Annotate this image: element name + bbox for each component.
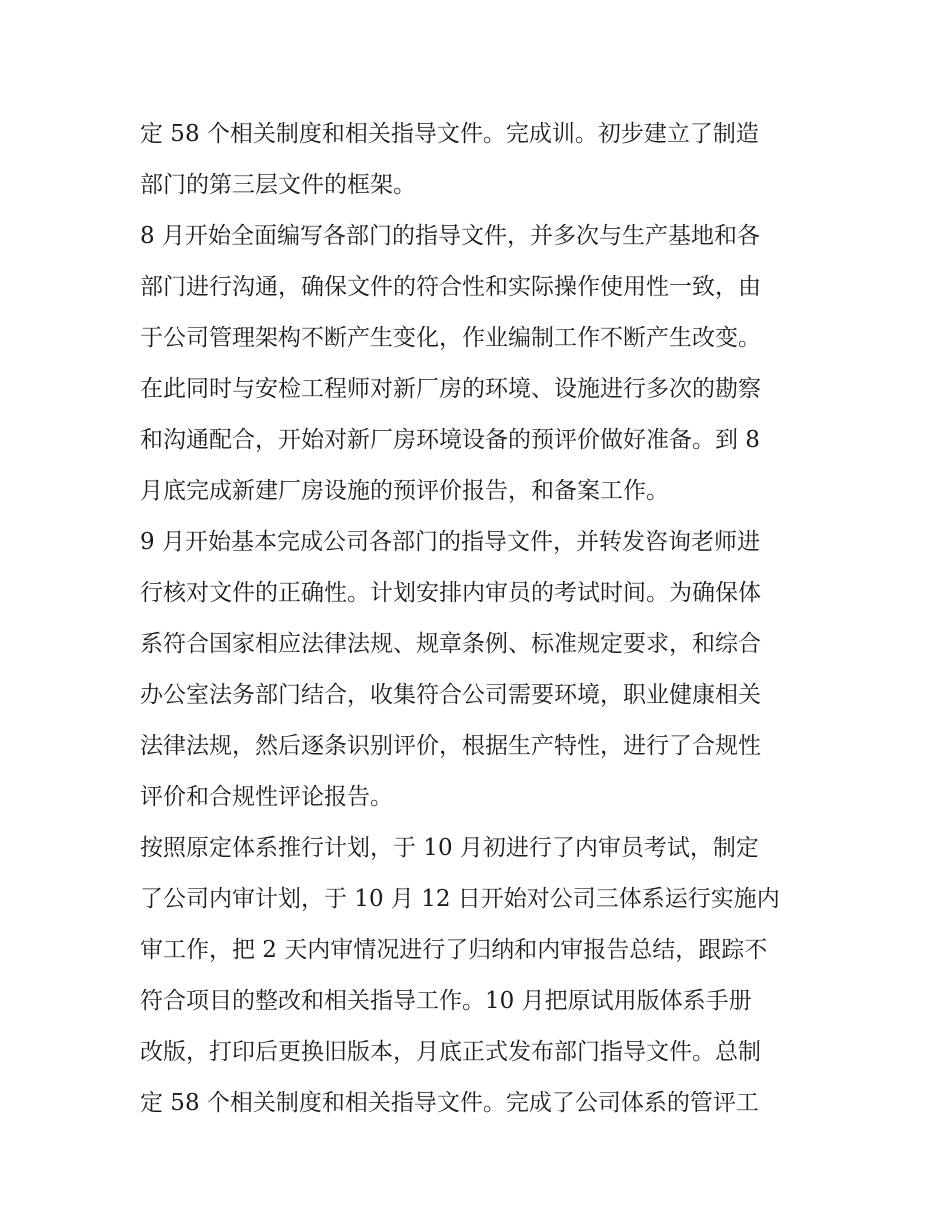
text-line: 办公室法务部门结合，收集符合公司需要环境，职业健康相关: [140, 682, 761, 708]
text-line: 了公司内审计划，于 10 月 12 日开始对公司三体系运行实施内: [140, 886, 780, 912]
text-line: 部门的第三层文件的框架。: [140, 172, 416, 198]
text-line: 月底完成新建厂房设施的预评价报告，和备案工作。: [140, 478, 669, 504]
text-line: 符合项目的整改和相关指导工作。10 月把原试用版体系手册: [140, 988, 752, 1014]
text-line: 系符合国家相应法律法规、规章条例、标准规定要求，和综合: [140, 631, 761, 657]
text-line: 8 月开始全面编写各部门的指导文件，并多次与生产基地和各: [140, 223, 760, 249]
text-line: 评价和合规性评论报告。: [140, 784, 393, 810]
text-line: 在此同时与安检工程师对新厂房的环境、设施进行多次的勘察: [140, 376, 761, 402]
text-line: 和沟通配合，开始对新厂房环境设备的预评价做好准备。到 8: [140, 427, 760, 453]
text-line: 9 月开始基本完成公司各部门的指导文件，并转发咨询老师进: [140, 529, 760, 555]
body-text: [140, 109, 815, 1129]
text-line: 于公司管理架构不断产生变化，作业编制工作不断产生改变。: [140, 325, 761, 351]
text-line: 审工作，把 2 天内审情况进行了归纳和内审报告总结，跟踪不: [140, 937, 768, 963]
text-line: 部门进行沟通，确保文件的符合性和实际操作使用性一致，由: [140, 274, 761, 300]
text-line: 改版，打印后更换旧版本，月底正式发布部门指导文件。总制: [140, 1039, 761, 1065]
text-line: 按照原定体系推行计划，于 10 月初进行了内审员考试，制定: [140, 835, 759, 861]
text-line: 定 58 个相关制度和相关指导文件。完成训。初步建立了制造: [140, 121, 759, 147]
text-line: 定 58 个相关制度和相关指导文件。完成了公司体系的管评工: [140, 1090, 759, 1116]
text-line: 法律法规，然后逐条识别评价，根据生产特性，进行了合规性: [140, 733, 761, 759]
text-line: 行核对文件的正确性。计划安排内审员的考试时间。为确保体: [140, 580, 761, 606]
